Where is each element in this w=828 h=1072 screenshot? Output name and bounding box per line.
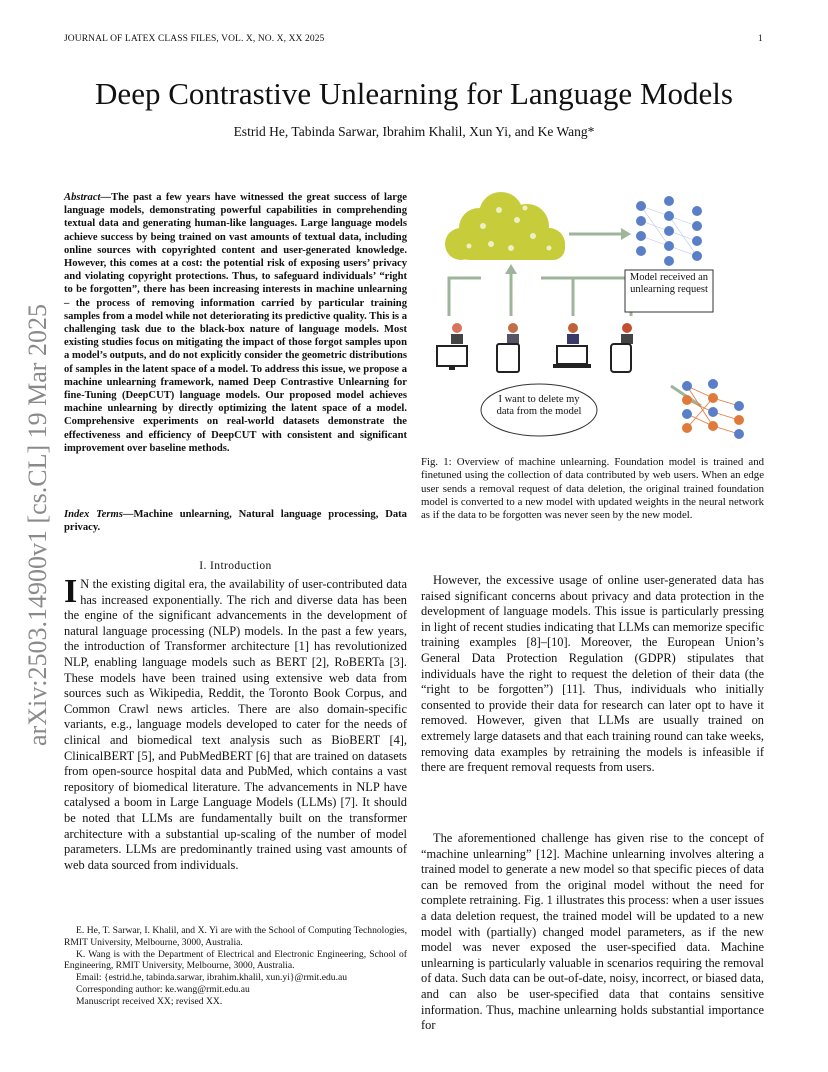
abstract-text: The past a few years have witnessed the great success of large language models, demonstrating powerful capabilities in comprehending textual data and generating human-like languages. Large language models achieve success by being trained on vast amounts of textual data, including online sources with copyrighted content and user-generated knowledge. However, this comes at a cost: the potential risk of exposing users’ privacy and violating copyright protections. Thus, to safeguard individuals’ “right to be forgotten”, there has been increasing interests in machine unlearning – the process of removing information carried by particular training samples from a model while not deteriorating its predictive quality. This is a challenging task due to the black-box nature of language models. Most existing studies focus on mitigating the impact of those forgot samples upon a model’s outputs, and do not explicitly consider the geometric distributions of samples in the latent space of a model. To address this issue, we propose a machine unlearning framework, named Deep Contrastive Unlearning for fine-Tuning (DeepCUT) language models. Our proposed model achieves machine unlearning by directly optimizing the latent space of a model. Comprehensive experiments on real-world datasets demonstrate the effectiveness and efficiency of DeepCUT with consistent and significant improvement over baseline methods. bbox=[64, 192, 407, 454]
data-cloud-icon bbox=[445, 192, 565, 260]
figure-1-machine-unlearning bbox=[421, 186, 764, 448]
model-speech-text: Model received an unlearning request bbox=[629, 272, 709, 295]
intro-paragraph-3 bbox=[421, 831, 764, 1034]
intro-paragraph-1 bbox=[64, 573, 407, 873]
unlearned-model-network-icon bbox=[682, 379, 744, 439]
abstract-lead: Abstract— bbox=[64, 192, 112, 203]
page-number: 1 bbox=[758, 34, 763, 44]
footnote-affiliation-2: K. Wang is with the Department of Electrical and Electronic Engineering, School of Engineering, RMIT University, Melbourne, 3000, Australia. bbox=[64, 948, 407, 972]
user-desktop-icon bbox=[437, 323, 467, 370]
index-terms-text: Machine unlearning, Natural language processing, Data privacy. bbox=[64, 509, 407, 534]
user-phone-icon bbox=[611, 323, 633, 372]
footnote-corresponding: Corresponding author: ke.wang@rmit.edu.au bbox=[76, 983, 250, 995]
web-user-icons bbox=[437, 323, 633, 372]
user-tablet-icon bbox=[497, 323, 519, 372]
index-terms bbox=[64, 508, 407, 534]
running-header: JOURNAL OF LATEX CLASS FILES, VOL. X, NO. X, XX 2025 bbox=[64, 34, 325, 44]
author-list: Estrid He, Tabinda Sarwar, Ibrahim Khalil, Xun Yi, and Ke Wang* bbox=[233, 124, 595, 139]
intro-paragraph-1-text: N the existing digital era, the availability of user-contributed data has increased exponentially. The rich and diverse data has been the engine of the significant advancements in the development of natural language processing (NLP) models. In the past a few years, the introduction of Transformer architecture [1] has revolutionized NLP, enabling language models such as BERT [2], RoBERTa [3]. These models have been trained using extensive web data from sources such as Wikipedia, Reddit, the Toronto Book Corpus, and Common Crawl news articles. There are also domain-specific variants, e.g., language models developed to cater for the needs of clinical and biomedical text analysis such as BioBERT [4], ClinicalBERT [5], and PubMedBERT [6] that are trained on datasets from open-source hospital data and PubMed, which contains a vast repository of biomedical literature. The advancements in NLP have catalysed a boom in Large Language Models (LLMs) [7]. It should be noted that LLMs are fundamentally built on the transformer architecture with a substantial up-scaling of the number of model parameters. LLMs are predominantly trained using vast amounts of web data sourced from individuals. bbox=[64, 577, 407, 872]
section-heading-introduction: I. Introduction bbox=[199, 560, 272, 572]
footnote-email: Email: {estrid.he, tabinda.sarwar, ibrahim.khalil, xun.yi}@rmit.edu.au bbox=[76, 972, 348, 984]
abstract bbox=[64, 191, 407, 455]
arxiv-identifier: arXiv:2503.14900v1 [cs.CL] 19 Mar 2025 bbox=[23, 304, 52, 746]
user-laptop-icon bbox=[553, 323, 591, 368]
figure-1-caption: Fig. 1: Overview of machine unlearning. Foundation model is trained and finetuned using the collection of data contributed by web users. When an edge user sends a removal request of data deletion, the original trained foundation model is converted to a new model with updated weights in the neural network as if the data to be forgotten was never seen by the new model. bbox=[421, 456, 764, 522]
user-thought-text: I want to delete my data from the model bbox=[496, 394, 582, 417]
foundation-model-network-icon bbox=[636, 196, 702, 266]
intro-paragraph-3-text: The aforementioned challenge has given rise to the concept of “machine unlearning” [12]. Machine unlearning involves altering a trained model to generate a new model so that specific pieces of data can be removed from the original model without the need for complete retraining. Fig. 1 illustrates this process: when a user issues a data deletion request, the trained model will be updated to a new model with (partially) changed model parameters, as if the new model was never exposed the user-specified data. Machine unlearning is particularly valuable in scenarios requiring the removal of data. Such data can be out-of-date, noisy, incorrect, or biased data, and can also be user-specified data that contains sensitive information. Thus, machine unlearning holds substantial importance for bbox=[421, 831, 764, 1033]
intro-paragraph-2-text: However, the excessive usage of online user-generated data has raised significant concerns about privacy and data protection in the development of language models. This issue is particularly pressing in light of recent studies indicating that LLMs can memorize specific training examples [8]–[10]. Moreover, the European Union’s General Data Protection Regulation (GDPR) stipulates that individuals have the right to request the deletion of their data (the “right to be forgotten”) [11]. Thus, individuals who initially consented to provide their data for research can later opt to have it removed. However, given that LLMs are usually trained on extremely large datasets and that each training round can take weeks, removing data examples by retraining the models is infeasible if there are frequent removal requests from users. bbox=[421, 573, 764, 775]
paper-title: Deep Contrastive Unlearning for Language Models bbox=[95, 76, 733, 111]
footnotes bbox=[64, 925, 407, 1008]
drop-cap: I bbox=[64, 573, 78, 610]
footnote-affiliation-1: E. He, T. Sarwar, I. Khalil, and X. Yi are with the School of Computing Technologies, RMIT University, Melbourne, 3000, Australia. bbox=[64, 925, 407, 948]
index-terms-lead: Index Terms— bbox=[64, 509, 134, 520]
footnote-manuscript: Manuscript received XX; revised XX. bbox=[76, 995, 223, 1007]
arxiv-sidebar bbox=[18, 285, 58, 765]
intro-paragraph-2 bbox=[421, 573, 764, 776]
